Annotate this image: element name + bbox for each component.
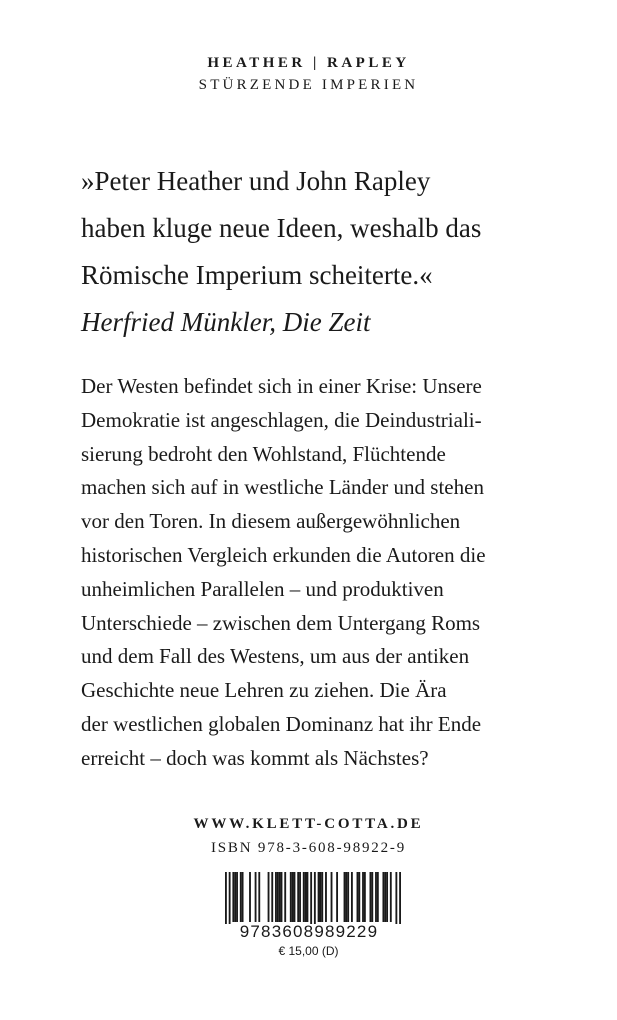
barcode-bar [370, 872, 372, 922]
blurb-line: und dem Fall des Westens, um aus der antiken [81, 644, 470, 669]
barcode-bars [213, 872, 405, 924]
publisher-url: WWW.KLETT-COTTA.DE [193, 816, 424, 832]
barcode-bar [399, 872, 401, 924]
barcode-bar [345, 872, 347, 922]
blurb-line: erreicht – doch was kommt als Nächstes? [81, 745, 429, 770]
barcode-bar [358, 872, 360, 922]
barcode-bar [297, 872, 299, 922]
blurb-line: sierung bedroht den Wohlstand, Flüchtende [81, 441, 446, 466]
barcode-bar [281, 872, 283, 922]
book-title: STÜRZENDE IMPERIEN [198, 77, 419, 93]
barcode-bar [321, 872, 323, 922]
cover-header [0, 52, 617, 96]
barcode-bar [240, 872, 242, 922]
barcode-bar [234, 872, 236, 922]
barcode-bar [347, 872, 349, 922]
barcode-bar [344, 872, 346, 922]
barcode-bar [229, 872, 231, 924]
blurb-line: historischen Vergleich erkunden die Autoren die [81, 542, 486, 567]
barcode-bar [271, 872, 273, 922]
quote-attribution: Herfried Münkler, Die Zeit [81, 307, 371, 337]
barcode-bar [258, 872, 260, 922]
barcode-bar [284, 872, 286, 922]
barcode-bar [236, 872, 238, 922]
barcode-bar [351, 872, 353, 922]
barcode-bar [318, 872, 320, 922]
barcode-bar [384, 872, 386, 922]
barcode-bar [305, 872, 307, 922]
price-label: € 15,00 (D) [278, 944, 339, 958]
barcode-bar [290, 872, 292, 922]
barcode-bar [377, 872, 379, 922]
barcode-bar [371, 872, 373, 922]
barcode-bar [292, 872, 294, 922]
blurb-line: der westlichen globalen Dominanz hat ihr Ende [81, 711, 482, 736]
barcode-bar [242, 872, 244, 922]
barcode-bar [268, 872, 270, 922]
review-quote [81, 158, 561, 346]
barcode-bar [325, 872, 327, 922]
barcode-bar [382, 872, 384, 922]
author-names: HEATHER | RAPLEY [207, 55, 410, 71]
quote-line: Römische Imperium scheiterte.« [81, 260, 433, 290]
barcode-bar [362, 872, 364, 922]
barcode-bar [275, 872, 277, 922]
barcode-bar [364, 872, 366, 922]
blurb-line: machen sich auf in westliche Länder und stehen [81, 475, 484, 500]
barcode-bar [375, 872, 377, 922]
barcode-bar [277, 872, 279, 922]
barcode-bar [307, 872, 309, 922]
isbn-number: ISBN 978-3-608-98922-9 [210, 840, 406, 856]
blurb-line: Demokratie ist angeschlagen, die Deindustriali- [81, 407, 482, 432]
blurb-line: Der Westen befindet sich in einer Krise: Unsere [81, 374, 482, 398]
barcode-bar [303, 872, 305, 922]
barcode-bar [314, 872, 316, 924]
barcode-bar [225, 872, 227, 924]
barcode-bar [336, 872, 338, 922]
barcode-bar [357, 872, 359, 922]
blurb-line: unheimlichen Parallelen – und produktiven [81, 576, 444, 601]
barcode-bar [395, 872, 397, 924]
barcode-bar [279, 872, 281, 922]
barcode-bar [331, 872, 333, 922]
barcode-bar [294, 872, 296, 922]
barcode-bar [249, 872, 251, 922]
barcode-bar [255, 872, 257, 922]
barcode-bar [390, 872, 392, 922]
barcode-digits: 9783608989229 [239, 922, 379, 941]
barcode-bar [299, 872, 301, 922]
barcode-bar [232, 872, 234, 922]
blurb-line: vor den Toren. In diesem außergewöhnlichen [81, 509, 461, 534]
quote-line: »Peter Heather und John Rapley [81, 166, 431, 196]
blurb-line: Unterschiede – zwischen dem Untergang Roms [81, 610, 481, 635]
blurb-line: Geschichte neue Lehren zu ziehen. Die Ära [81, 678, 447, 703]
cover-footer [0, 813, 617, 861]
barcode-bar [386, 872, 388, 922]
barcode-bar [319, 872, 321, 922]
quote-line: haben kluge neue Ideen, weshalb das [81, 213, 482, 243]
book-blurb [81, 370, 561, 776]
barcode-bar [310, 872, 312, 924]
